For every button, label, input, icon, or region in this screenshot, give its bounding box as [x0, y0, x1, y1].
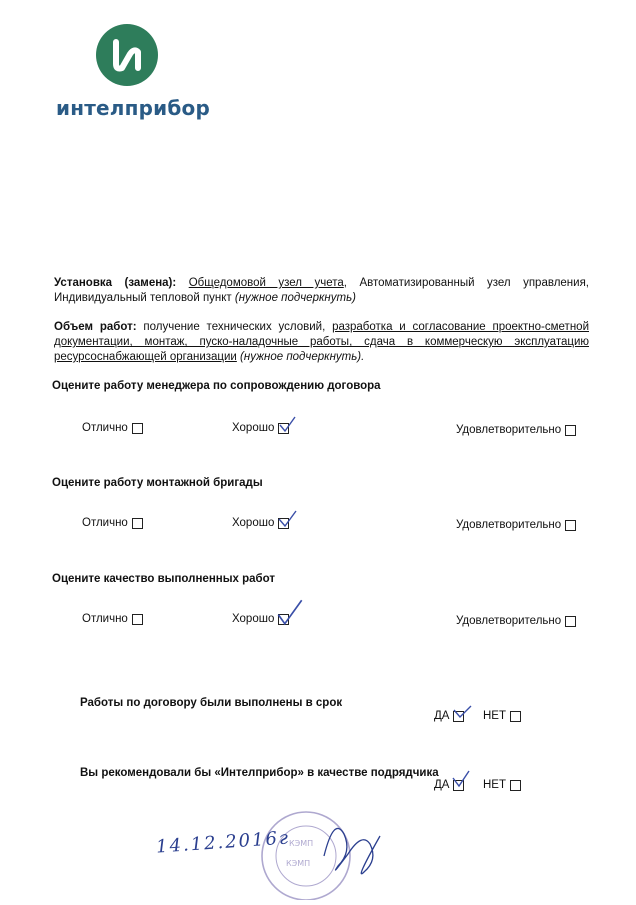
option-label: НЕТ — [483, 710, 506, 722]
checkmark-icon — [452, 773, 472, 793]
signature-stroke — [324, 828, 380, 873]
yes-option[interactable] — [434, 710, 464, 722]
rating-question-brigade: Оцените работу монтажной бригады — [52, 477, 263, 489]
checkmark-icon — [277, 597, 303, 627]
handwritten-date: 14.12.2016г — [155, 827, 291, 858]
scope-underlined: разработка и согласование проектно-сметной документации, монтаж, пуско-наладочные работы, сдача в коммерческую эксплуатацию ресурсоснабжающей организации — [54, 321, 589, 363]
checkbox-checked[interactable] — [453, 780, 464, 791]
checkbox[interactable] — [565, 616, 576, 627]
install-rest: , Автоматизированный узел управления, Индивидуальный тепловой пункт — [54, 277, 589, 304]
logo-icon — [96, 24, 158, 86]
option-label: Хорошо — [232, 613, 275, 625]
checkbox-checked[interactable] — [278, 518, 289, 529]
no-option[interactable] — [483, 779, 521, 791]
option-label: Отлично — [82, 517, 128, 529]
scope-text: получение технических условий, — [136, 321, 333, 333]
rating-option-good[interactable] — [232, 517, 289, 529]
checkbox[interactable] — [132, 518, 143, 529]
rating-option-good[interactable] — [232, 613, 289, 625]
option-label: Удовлетворительно — [456, 424, 562, 436]
option-label: Отлично — [82, 613, 128, 625]
install-note: (нужное подчеркнуть) — [234, 292, 356, 304]
checkmark-icon — [277, 511, 297, 531]
rating-question-manager: Оцените работу менеджера по сопровождению договора — [52, 380, 381, 392]
scope-note: (нужное подчеркнуть). — [236, 351, 365, 363]
checkmark-icon — [452, 704, 472, 724]
install-paragraph — [54, 276, 589, 306]
option-label: Хорошо — [232, 517, 275, 529]
signature-area — [148, 808, 408, 905]
rating-option-satisfactory[interactable] — [456, 424, 576, 436]
no-option[interactable] — [483, 710, 521, 722]
option-label: Удовлетворительно — [456, 615, 562, 627]
rating-option-excellent[interactable] — [82, 517, 143, 529]
rating-question-quality: Оцените качество выполненных работ — [52, 573, 276, 585]
scope-paragraph — [54, 320, 589, 365]
option-label: ДА — [434, 779, 450, 791]
checkbox-checked[interactable] — [278, 614, 289, 625]
intelpribor-logo-icon — [96, 24, 158, 86]
checkbox[interactable] — [510, 780, 521, 791]
checkmark-icon — [277, 416, 297, 436]
install-label: Установка (замена): — [54, 277, 177, 289]
yesno-question-recommend: Вы рекомендовали бы «Интелприбор» в качестве подрядчика — [80, 767, 439, 779]
option-label: НЕТ — [483, 779, 506, 791]
checkbox-checked[interactable] — [453, 711, 464, 722]
option-label: ДА — [434, 710, 450, 722]
scope-label: Объем работ: — [54, 321, 137, 333]
checkbox[interactable] — [132, 423, 143, 434]
checkbox[interactable] — [565, 425, 576, 436]
rating-option-satisfactory[interactable] — [456, 615, 576, 627]
checkbox[interactable] — [565, 520, 576, 531]
rating-option-excellent[interactable] — [82, 422, 143, 434]
yes-option[interactable] — [434, 779, 464, 791]
option-label: Хорошо — [232, 422, 275, 434]
rating-option-excellent[interactable] — [82, 613, 143, 625]
option-label: Отлично — [82, 422, 128, 434]
option-label: Удовлетворительно — [456, 519, 562, 531]
rating-option-satisfactory[interactable] — [456, 519, 576, 531]
logo-text: интелприбор — [56, 96, 211, 120]
install-underlined: Общедомовой узел учета — [188, 277, 344, 289]
checkbox[interactable] — [510, 711, 521, 722]
checkbox-checked[interactable] — [278, 423, 289, 434]
stamp-text: КЭМП — [289, 839, 314, 848]
checkbox[interactable] — [132, 614, 143, 625]
yesno-question-deadline: Работы по договору были выполнены в срок — [80, 697, 343, 709]
company-stamp — [262, 812, 350, 900]
rating-option-good[interactable] — [232, 422, 289, 434]
stamp-text: КЭМП — [286, 859, 311, 868]
